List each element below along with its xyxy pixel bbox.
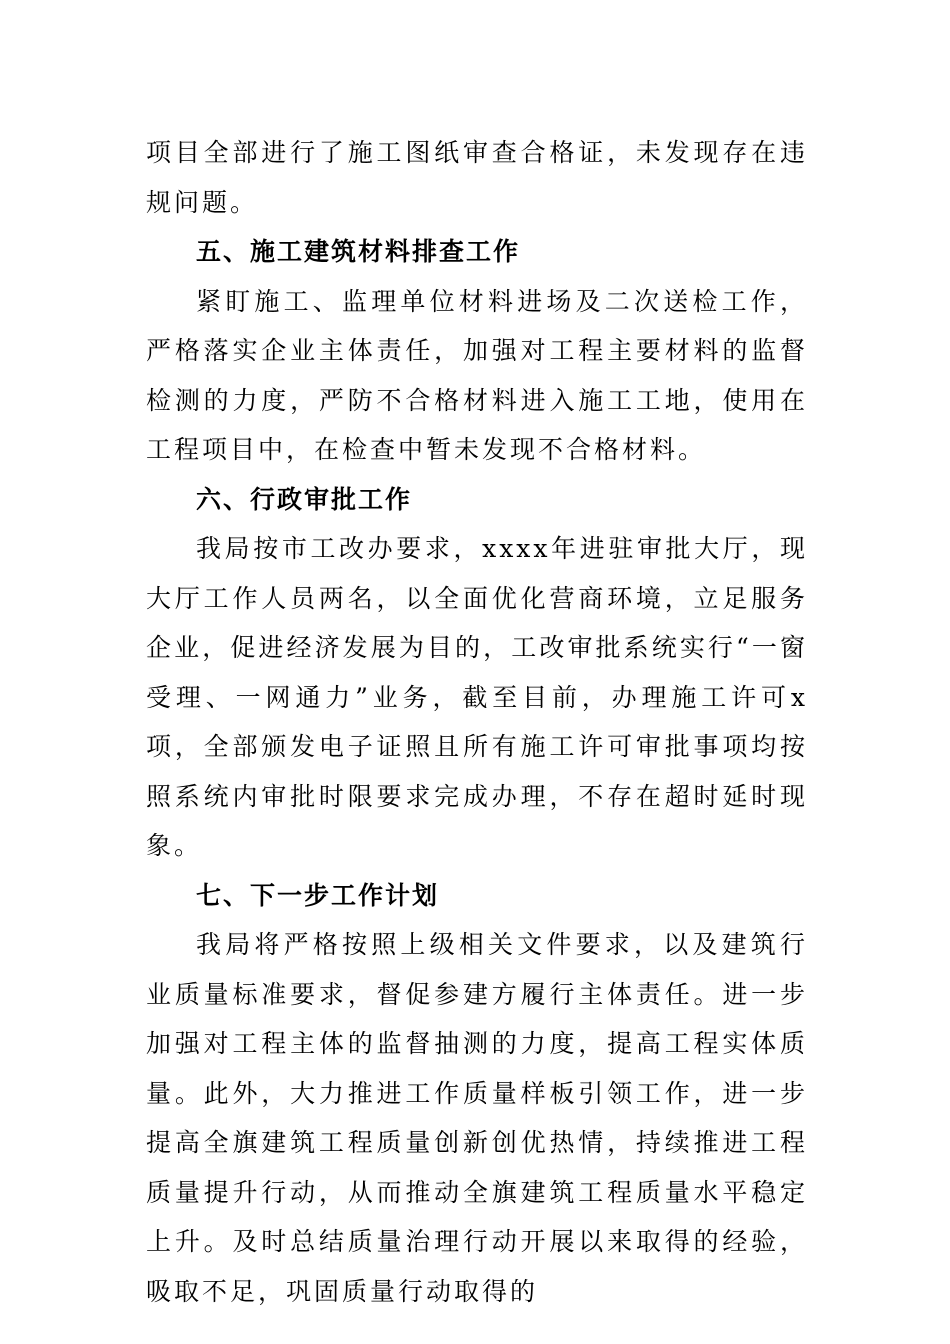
document-body <box>146 128 808 1316</box>
section-6-heading: 六、行政审批工作 <box>196 484 413 514</box>
section-7-heading: 七、下一步工作计划 <box>196 880 440 910</box>
section-5-paragraph: 紧盯施工、监理单位材料进场及二次送检工作，严格落实企业主体责任，加强对工程主要材料的监督检测的力度，严防不合格材料进入施工工地，使用在工程项目中，在检查中暂未发现不合格材料。 <box>146 286 808 464</box>
continuation-paragraph: 项目全部进行了施工图纸审查合格证，未发现存在违规问题。 <box>146 138 808 217</box>
section-6-paragraph: 我局按市工改办要求，xxxx年进驻审批大厅，现大厅工作人员两名，以全面优化营商环境，立足服务企业，促进经济发展为目的，工改审批系统实行“一窗受理、一网通力”业务，截至目前，办理施工许可x项，全部颁发电子证照且所有施工许可审批事项均按照系统内审批时限要求完成办理，不存在超时延时现象。 <box>146 534 808 860</box>
section-7-paragraph: 我局将严格按照上级相关文件要求，以及建筑行业质量标准要求，督促参建方履行主体责任。进一步加强对工程主体的监督抽测的力度，提高工程实体质量。此外，大力推进工作质量样板引领工作，进一步提高全旗建筑工程质量创新创优热情，持续推进工程质量提升行动，从而推动全旗建筑工程质量水平稳定上升。及时总结质量治理行动开展以来取得的经验，吸取不足，巩固质量行动取得的 <box>146 930 808 1306</box>
section-5-heading: 五、施工建筑材料排查工作 <box>196 237 521 266</box>
